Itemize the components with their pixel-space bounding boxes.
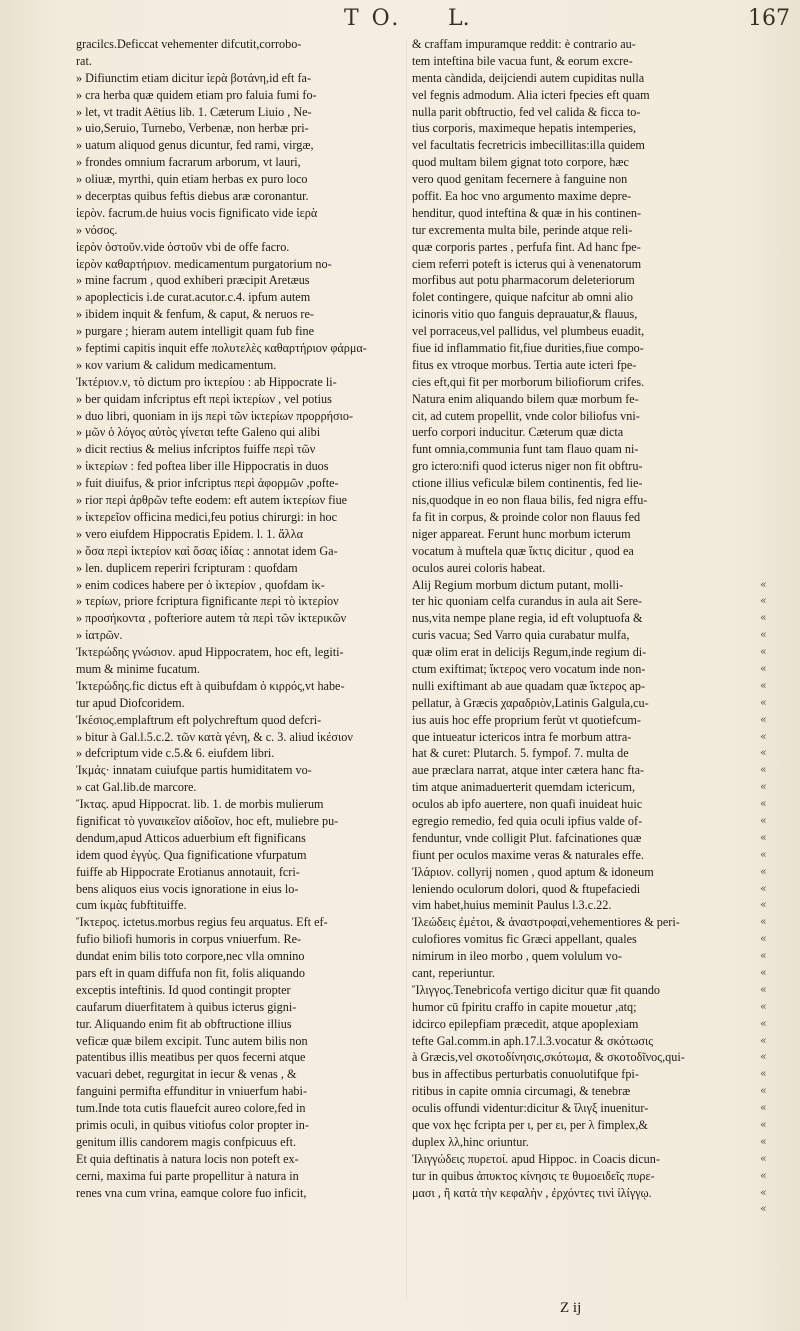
text-line: Ἰκμάς· innatam cuiufque partis humiditatem vo- (76, 763, 312, 778)
quote-mark: « (760, 898, 767, 912)
quote-mark: « (760, 1168, 767, 1182)
text-line: pellatur, à Græcis χαραδριὸν,Latinis Galgula,cu- (412, 695, 649, 710)
text-line: fiue id inflammatio fit,fiue durities,fiue compo- (412, 341, 644, 356)
text-line: Ἴκτερος. ictetus.morbus regius feu arquatus. Eft ef- (76, 915, 328, 930)
quote-mark (760, 475, 790, 492)
quote-mark: « (760, 1067, 767, 1081)
text-line: » νόσος. (76, 222, 118, 237)
text-line: » ὅσα περὶ ἰκτερίον καὶ ὅσας ἰδίας : annotat idem Ga- (76, 543, 338, 558)
text-line: fenduntur, vnde colligit Plut. fafcinationes quæ (412, 830, 642, 845)
text-line: rat. (76, 53, 92, 68)
text-line: ἱερὸν ὀστοῦν.vide ὀστοῦν vbi de offe facro. (76, 239, 290, 254)
quote-mark: « (760, 577, 767, 591)
text-line: Ἴλιγγος.Tenebricofa vertigo dicitur quæ fit quando (412, 982, 661, 997)
left-column (76, 36, 406, 1201)
text-line: fanguini permifta effunditur in vniuerfum habi- (76, 1084, 307, 1099)
text-line: » προσήκοντα , pofteriore autem τὰ περὶ τῶν ἰκτερικῶν (76, 611, 347, 626)
text-line: Ἰκέσιος.emplaftrum eft polychreftum quod defcri- (76, 712, 322, 727)
quote-mark: « (760, 949, 767, 963)
quote-mark (760, 87, 790, 104)
text-line: hat & curet: Plutarch. 5. fympof. 7. multa de (412, 746, 629, 761)
text-line: dendum,apud Atticos aduerbium eft fignificans (76, 830, 306, 845)
text-line: cies eft,qui fit per morborum biliofiorum crifes. (412, 374, 645, 389)
text-line: tem inteftina bile vacua funt, & eorum excre- (412, 53, 633, 68)
quote-mark (760, 53, 790, 70)
quote-mark (760, 222, 790, 239)
quote-mark: « (760, 813, 767, 827)
text-line: » τερίων, priore fcriptura fignificante περὶ τὸ ἰκτερίον (76, 594, 339, 609)
text-line: oculis offundi videntur:dicitur & ἴλιγξ inuenitur- (412, 1101, 649, 1116)
text-line: » ber quidam infcriptus eft περὶ ἰκτερίων , vel potius (76, 391, 332, 406)
text-line: tur. Aliquando enim fit ab obftructione illius (76, 1016, 292, 1031)
text-line: ciem referri poteft is icterus qui à venenatorum (412, 256, 642, 271)
right-column (412, 36, 752, 1201)
text-line: » apoplecticis i.de curat.acutor.c.4. ipfum autem (76, 290, 311, 305)
text-line: tefte Gal.comm.in aph.17.l.3.vocatur & σκότωσις (412, 1033, 654, 1048)
header-mid: L. (448, 6, 470, 31)
quote-mark (760, 374, 790, 391)
quote-mark: « (760, 1185, 767, 1199)
quote-mark: « (760, 1084, 767, 1098)
text-line: » purgare ; hieram autem intelligit quam fub fine (76, 324, 315, 339)
text-line: » frondes omnium facrarum arborum, vt lauri, (76, 155, 301, 170)
quote-mark (760, 543, 790, 560)
text-line: nus,vita nempe plane regia, id eft voluptuofa & (412, 611, 643, 626)
quote-mark: « (760, 628, 767, 642)
text-line: primis oculi, in quibus vitiofus color propter in- (76, 1118, 309, 1132)
text-line: henditur, quod inteftina & quæ in his continen- (412, 205, 642, 220)
quote-mark (760, 391, 790, 408)
quote-mark: « (760, 695, 767, 709)
quote-mark: « (760, 1118, 767, 1131)
text-line: renes vna cum vrina, eamque colore fuo inficit, (76, 1185, 307, 1200)
quote-mark (760, 340, 790, 357)
text-line: humor cū fpiritu craffo in capite mouetur ,atq; (412, 999, 637, 1014)
quote-mark (760, 289, 790, 306)
text-line: » len. duplicem reperiri fcripturam : quofdam (76, 560, 298, 575)
text-line: » cat Gal.lib.de marcore. (76, 780, 197, 795)
text-line: mum & minime fucatum. (76, 661, 200, 676)
text-line: » ἰατρῶν. (76, 628, 123, 643)
quote-mark: « (760, 932, 767, 946)
quote-mark: « (760, 847, 767, 861)
header-left: T O. (344, 6, 402, 31)
quote-mark: « (760, 1151, 767, 1165)
quote-mark (760, 509, 790, 526)
text-line: cum ἰκμὰς fubftituiffe. (76, 898, 187, 913)
text-line: fufio biliofi humoris in corpus vniuerfum. Re- (76, 932, 302, 947)
quote-mark (760, 171, 790, 188)
text-line: idem quod ἐγγὺς. Qua fignificatione vfurpatum (76, 847, 307, 862)
text-line: nimirum in ileo morbo , quem volulum vo- (412, 949, 622, 964)
quote-mark: « (760, 965, 767, 979)
text-line: fa fit in corpus, & proinde color non flauus fed (412, 509, 641, 524)
quote-mark: « (760, 763, 767, 777)
text-line: » ἰκτερεῖον officina medici,feu potius chirurgi: in hoc (76, 509, 338, 524)
quote-mark: « (760, 594, 767, 608)
quote-mark (760, 120, 790, 137)
text-line: ter hic quoniam celfa curandus in aula ait Sere- (412, 594, 643, 609)
quote-mark: « (760, 915, 767, 929)
text-line: ctum exiftimat; ἴκτερος vero vocatum inde non- (412, 661, 646, 676)
text-line: aue præclara narrat, atque inter cætera hanc fta- (412, 763, 645, 778)
text-line: tur in quibus ἀπυκτος κίνησις τε θυμοειδεῖς πυρε- (412, 1168, 655, 1183)
text-line: nis,quodque in eo non flaua bilis, fed nigra effu- (412, 493, 648, 508)
text-line: fiunt per oculos maxime veras & naturales effe. (412, 847, 644, 862)
text-line: vim habet,huius meminit Paulus l.3.c.22. (412, 898, 612, 913)
quote-mark: « (760, 611, 767, 625)
text-line: ctione illius veficulæ bilem continentis, fed lie- (412, 476, 643, 491)
signature-mark: Z ij (560, 1300, 582, 1316)
text-line: genitum illis candorem magis confpicuus eft. (76, 1134, 296, 1149)
text-line: funt omnia,communia funt tam flauo quam ni- (412, 442, 639, 457)
quote-mark: « (760, 1050, 767, 1064)
text-line: fignificat τὸ γυναικεῖον αἰδοῖον, hoc eft, muliebre pu- (76, 813, 339, 828)
text-line: Alij Regium morbum dictum putant, molli- (412, 577, 624, 592)
text-line: fitus ex vtroque morbus. Tertia aute icteri fpe- (412, 357, 637, 372)
text-line: caufarum diuerfitatem à quibus icterus gigni- (76, 999, 297, 1014)
text-line: duplex λλ,hinc oriuntur. (412, 1134, 529, 1149)
quote-mark (760, 70, 790, 87)
quote-mark: « (760, 1033, 767, 1047)
text-line: tim atque animaduerterit quemdam ictericum, (412, 780, 636, 795)
quote-mark: « (760, 1016, 767, 1030)
text-line: » defcriptum vide c.5.& 6. eiufdem libri. (76, 746, 275, 761)
text-line: Ἰλιγγώδεις πυρετοί. apud Hippoc. in Coacis dicun- (412, 1151, 660, 1166)
text-line: tius corporis, maximeque hepatis intemperies, (412, 121, 637, 136)
text-line: Ἰκτερώδης γνώσιον. apud Hippocratem, hoc eft, legiti- (76, 645, 344, 660)
text-line: gro ictero:nifi quod icterus niger non fit obftru- (412, 459, 643, 474)
text-line: μασι , ἢ κατὰ τὴν κεφαλὴν , ἐρχόντες τινὶ ἰλίγγῳ. (412, 1185, 652, 1200)
text-line: Ἴκτας. apud Hippocrat. lib. 1. de morbis mulierum (76, 797, 324, 812)
text-line: vel facultatis fecretricis imbecillitas:illa quidem (412, 138, 645, 153)
text-line: oculos aurei coloris habeat. (412, 560, 546, 575)
text-line: gracilcs.Deficcat vehementer difcutit,corrobo- (76, 37, 302, 51)
text-line: Ἰλεώδεις ἐμέτοι, & ἀναστροφαί,vehementiores & peri- (412, 915, 680, 930)
quote-mark (760, 306, 790, 323)
text-line: cant, reperiuntur. (412, 965, 495, 980)
text-line: icinoris vitio quo fanguis deprauatur,& flauus, (412, 307, 638, 322)
text-line: idcirco epilepfiam præcedit, atque apoplexiam (412, 1016, 639, 1031)
quote-mark: « (760, 645, 767, 659)
text-line: que vox hęc fcripta per ι, per ει, per λ fimplex,& (412, 1118, 648, 1132)
text-line: oculos ab ipfo auertere, non quafi inuideat huic (412, 797, 643, 812)
text-line: dundat enim bilis toto corpore,nec vlla omnino (76, 949, 305, 964)
quote-mark: « (760, 1101, 767, 1115)
text-line: » rior περὶ ἀρθρῶν tefte eodem: eft autem ἰκτερίων fiue (76, 493, 348, 508)
text-line: vero quod genitam fecernere à fanguine non (412, 172, 628, 187)
quote-mark: « (760, 729, 767, 743)
quote-mark (760, 36, 790, 53)
text-line: nulla parit obftructio, fed vel calida & ficca to- (412, 104, 641, 119)
quote-mark: « (760, 1134, 767, 1148)
text-line: vel fegnis admodum. Alia icteri fpecies eft quam (412, 87, 650, 102)
text-line: Ἰλάριον. collyrij nomen , quod aptum & idoneum (412, 864, 654, 879)
text-line: exceptis inteftinis. Id quod contingit propter (76, 982, 291, 997)
quote-margin (760, 36, 790, 1218)
quote-mark (760, 272, 790, 289)
text-line: quod multam bilem gignat toto corpore, hæc (412, 155, 629, 170)
text-line: nulli exiftimant ab aue quadam quæ ἴκτερος ap- (412, 678, 646, 693)
column-gutter (406, 40, 407, 1300)
quote-mark (760, 256, 790, 273)
text-line: bens aliquos eius vocis ignoratione in eius lo- (76, 881, 299, 896)
text-line: fuiffe ab Hippocrate Erotianus annotauit, fcri- (76, 864, 300, 879)
text-line: pars eft in quam diffufa non fit, folis aliquando (76, 965, 305, 980)
text-line: menta càndida, deijciendi autem cupiditas nulla (412, 70, 645, 85)
text-line: » feptimi capitis inquit effe πολυτελὲς καθαρτήριον φάρμα- (76, 341, 367, 356)
quote-mark: « (760, 661, 767, 675)
text-line: à Græcis,vel σκοτοδίνησις,σκότωμα, & σκοτοδῖνος,qui- (412, 1050, 685, 1065)
quote-mark (760, 526, 790, 543)
text-line: » ibidem inquit & fenfum, & caput, & neruos re- (76, 307, 314, 322)
text-line: poffit. Ea hoc vno argumento maxime depre- (412, 189, 632, 204)
text-line: quæ olim erat in delicijs Regum,inde regium di- (412, 645, 647, 660)
text-line: » enim codices habere per ὁ ἰκτερίον , quofdam ἰκ- (76, 577, 325, 592)
text-line: » κον varium & calidum medicamentum. (76, 357, 277, 372)
text-line: vacuari debet, regurgitat in iecur & venas , & (76, 1067, 297, 1082)
running-header (0, 4, 800, 38)
quote-mark (760, 560, 790, 577)
quote-mark: « (760, 999, 767, 1013)
quote-mark (760, 188, 790, 205)
text-line: » dicit rectius & melius infcriptos fuiffe περὶ τῶν (76, 442, 316, 457)
quote-mark (760, 441, 790, 458)
text-line: » decerptas quibus feftis diebus aræ coronantur. (76, 189, 309, 204)
text-line: folet contingere, quique nafcitur ab omni alio (412, 290, 633, 305)
text-line: Ἰκτέριον.ν, τὸ dictum pro ἰκτερίου : ab Hippocrate li- (76, 374, 337, 389)
quote-mark: « (760, 797, 767, 811)
quote-mark (760, 408, 790, 425)
text-line: ἱερὸν. facrum.de huius vocis fignificato vide ἱερὰ (76, 205, 318, 220)
text-line: » oliuæ, myrthi, quin etiam herbas ex puro loco (76, 172, 308, 187)
text-line: tur apud Diofcoridem. (76, 695, 185, 710)
text-line: & craffam impuramque reddit: è contrario au- (412, 37, 636, 51)
quote-mark (760, 137, 790, 154)
text-line: » uio,Seruio, Turnebo, Verbenæ, non herbæ pri- (76, 121, 309, 136)
text-line: » bitur à Gal.l.5.c.2. τῶν κατὰ γένη, & c. 3. aliud ἱκέσιον (76, 729, 353, 744)
text-line: Et quia deftinatis à natura locis non poteft ex- (76, 1151, 299, 1166)
text-line: niger appareat. Ferunt hunc morbum icterum (412, 526, 631, 541)
quote-mark: « (760, 830, 767, 844)
text-line: quæ corporis partes , perfufa fint. Ad hanc fpe- (412, 239, 641, 254)
text-line: curis vacua; Sed Varro quia curabatur mulfa, (412, 628, 630, 643)
quote-mark: « (760, 864, 767, 878)
quote-mark: « (760, 982, 767, 996)
text-line: Ἰκτερώδης.fic dictus eft à quibufdam ὁ κιρρός,vt habe- (76, 678, 345, 693)
text-line: » cra herba quæ quidem etiam pro faluia fumi fo- (76, 87, 317, 102)
text-line: » uatum aliquod genus dicuntur, fed rami, virgæ, (76, 138, 314, 153)
text-line: ius auis hoc effe proprium ferùt vt quotiefcum- (412, 712, 641, 727)
text-line: morfibus aut potu pharmacorum deleteriorum (412, 273, 635, 288)
text-line: bus in affectibus perturbatis conuolutifque fpi- (412, 1067, 639, 1082)
text-line: » let, vt tradit Aëtius lib. 1. Cæterum Liuio , Ne- (76, 104, 312, 119)
text-line: tur excrementa multa bile, perinde atque reli- (412, 222, 633, 237)
text-line: uerfo corpori inducitur. Cæterum quæ dicta (412, 425, 624, 440)
text-line: » fuit diuifus, & prior infcriptus περὶ ἀφορμῶν ,pofte- (76, 476, 339, 491)
quote-mark: « (760, 712, 767, 726)
text-line: vel porraceus,vel pallidus, vel plumbeus euadit, (412, 324, 645, 339)
text-line: » μῶν ὁ λόγος αὐτὸς γίνεται tefte Galeno qui alibi (76, 425, 321, 440)
quote-mark (760, 424, 790, 441)
quote-mark (760, 104, 790, 121)
text-line: Natura enim aliquando bilem quæ morbum fe- (412, 391, 639, 406)
quote-mark (760, 323, 790, 340)
text-line: leniendo oculorum dolori, quod & ftupefaciedi (412, 881, 641, 896)
text-line: cit, ad cutem propellit, vnde color biliofus vni- (412, 408, 640, 423)
page-number: 167 (748, 6, 790, 31)
text-line: ritibus in capite omnia circumagi, & tenebræ (412, 1084, 631, 1099)
text-line: » mine facrum , quod exhiberi præcipit Aretæus (76, 273, 310, 288)
text-line: cerni, maxima fui parte propellitur à natura in (76, 1168, 299, 1183)
quote-mark (760, 458, 790, 475)
text-line: vocatum à muftela quæ ἴκτις dicitur , quod ea (412, 543, 634, 558)
text-line: culofiores vomitus fic Græci appellant, quales (412, 932, 637, 947)
quote-mark (760, 357, 790, 374)
text-line: egregio remedio, fed quia oculi ipfius valde of- (412, 813, 643, 828)
quote-mark: « (760, 746, 767, 760)
text-line: que intueatur ictericos intra fe morbum attra- (412, 729, 632, 744)
text-line: veficæ quæ bilem excipit. Tunc autem bilis non (76, 1033, 308, 1048)
quote-mark: « (760, 678, 767, 692)
quote-mark: « (760, 1202, 767, 1216)
quote-mark (760, 492, 790, 509)
text-line: tum.Inde tota cutis flauefcit aureo colore,fed in (76, 1101, 306, 1116)
text-line: ἱερὸν καθαρτήριον. medicamentum purgatorium no- (76, 256, 332, 271)
text-line: » ἰκτερίων : fed poftea liber ille Hippocratis in duos (76, 459, 329, 474)
text-line: » duo libri, quoniam in ijs περὶ τῶν ἰκτερίων προρρήσιο- (76, 408, 354, 423)
quote-mark: « (760, 881, 767, 895)
quote-mark (760, 205, 790, 222)
text-line: patentibus illis meatibus per quos fecerni atque (76, 1050, 306, 1065)
text-line: » vero eiufdem Hippocratis Epidem. l. 1. ἄλλα (76, 526, 303, 541)
quote-mark (760, 239, 790, 256)
text-line: » Difiunctim etiam dicitur ἱερὰ βοτάνη,id eft fa- (76, 70, 312, 85)
quote-mark: « (760, 780, 767, 794)
quote-mark (760, 154, 790, 171)
